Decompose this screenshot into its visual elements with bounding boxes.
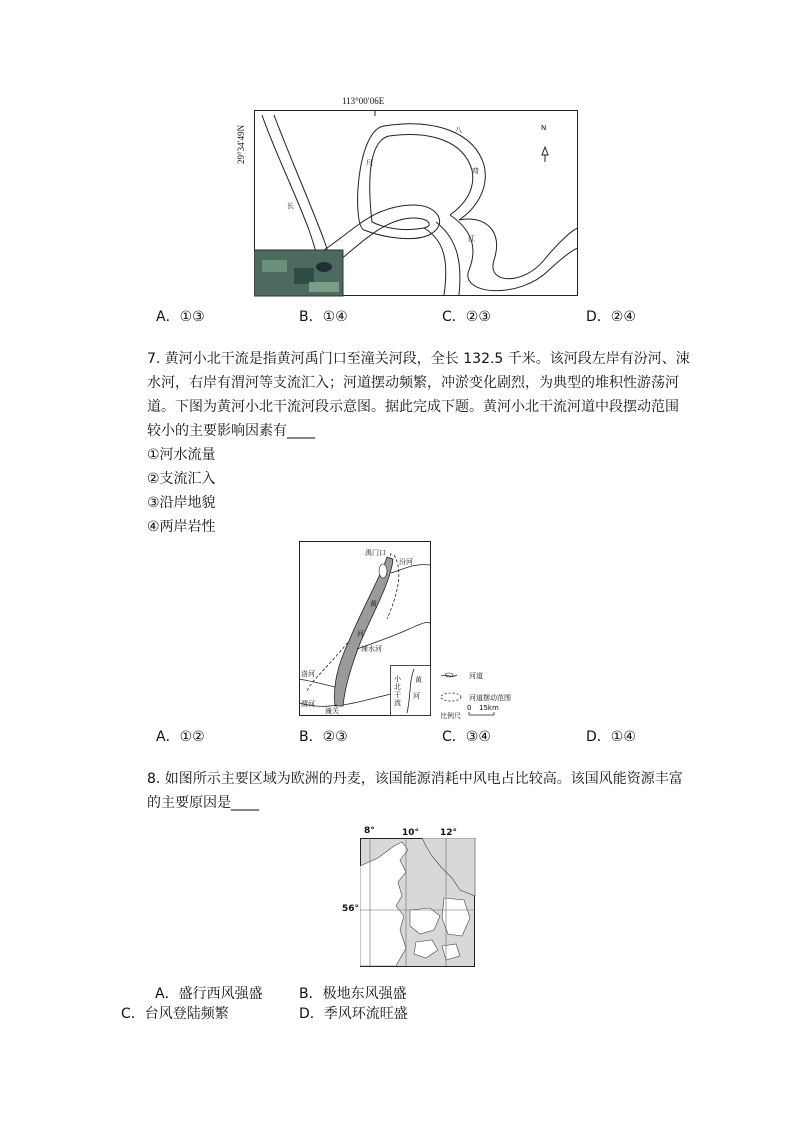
q8-option-d[interactable]: D．季风环流旺盛: [299, 1006, 408, 1022]
river-char-chi: 尺: [366, 159, 373, 167]
label-yumenkou: 禹门口: [365, 549, 386, 557]
legend-river: 河道: [469, 672, 483, 680]
q7-item-3: ③沿岸地貌: [147, 495, 216, 511]
q8-line-1: 8. 如图所示主要区域为欧洲的丹麦，该国能源消耗中风电占比较高。该国风能资源丰富: [147, 771, 683, 787]
q7-line-1: 7. 黄河小北干流是指黄河禹门口至潼关河段，全长 132.5 千米。该河段左岸有汾河、涑: [147, 351, 690, 367]
lat-56-label: 56°: [342, 904, 360, 914]
label-sushuihe: 涑水河: [361, 645, 382, 653]
label-weihe: 渭河: [301, 700, 315, 708]
q8-option-a[interactable]: A．盛行西风强盛: [155, 986, 263, 1002]
label-he: 河: [357, 630, 364, 638]
lon-10-label: 10°: [402, 828, 420, 838]
q7-line-2: 水河，右岸有渭河等支流汇入；河道摆动频繁，冲淤变化剧烈，为典型的堆积性游荡河: [147, 375, 679, 391]
q8-map-figure: [340, 826, 480, 970]
legend-scale-label: 比例尺: [440, 712, 461, 720]
inset-label: 小北干流: [394, 675, 401, 707]
q7-option-d[interactable]: D．①④: [586, 729, 636, 745]
label-huang: 黄: [370, 600, 377, 608]
q6-map-figure: [236, 96, 584, 298]
q7-option-c[interactable]: C．③④: [442, 729, 491, 745]
river-char-ba: 八: [455, 126, 462, 134]
latitude-label: 29°34′49N: [236, 124, 246, 164]
q7-line-4: 较小的主要影响因素有____: [147, 423, 315, 439]
river-char-jiang: 江: [468, 235, 475, 243]
label-tongguan: 潼关: [325, 707, 339, 715]
q6-option-b[interactable]: B．①④: [299, 309, 348, 325]
north-label: N: [541, 124, 547, 132]
q6-option-d[interactable]: D．②④: [586, 309, 636, 325]
legend-scale-15: 15km: [479, 704, 499, 712]
q7-item-2: ②支流汇入: [147, 471, 216, 487]
lon-8-label: 8°: [364, 826, 375, 836]
label-fenhe: 汾河: [399, 558, 413, 566]
legend-swing: 河道摆动范围: [469, 694, 511, 702]
legend-scale-0: 0: [467, 704, 472, 712]
label-luohe: 洛河: [301, 670, 315, 678]
river-char-chang: 长: [287, 202, 294, 210]
q7-option-b[interactable]: B．②③: [299, 729, 348, 745]
q7-item-1: ①河水流量: [147, 447, 216, 463]
inset-huang: 黄: [415, 676, 422, 684]
q8-line-2: 的主要原因是____: [147, 795, 259, 811]
q8-map-svg: [360, 838, 476, 968]
q6-option-c[interactable]: C．②③: [442, 309, 491, 325]
q7-line-3: 道。下图为黄河小北干流河段示意图。据此完成下题。黄河小北干流河道中段摆动范围: [147, 399, 679, 415]
q7-map-figure: [299, 541, 525, 721]
inset-he: 河: [413, 692, 420, 700]
q6-option-a[interactable]: A．①③: [156, 309, 205, 325]
q7-option-a[interactable]: A．①②: [156, 729, 205, 745]
q7-item-4: ④两岸岩性: [147, 519, 216, 535]
lon-12-label: 12°: [440, 828, 458, 838]
river-char-wan: 弯: [472, 167, 479, 175]
longitude-label: 113°00′06E: [342, 96, 385, 106]
q6-map-svg: [254, 110, 580, 298]
q8-option-c[interactable]: C．台风登陆频繁: [121, 1006, 229, 1022]
q8-option-b[interactable]: B．极地东风强盛: [299, 986, 407, 1002]
